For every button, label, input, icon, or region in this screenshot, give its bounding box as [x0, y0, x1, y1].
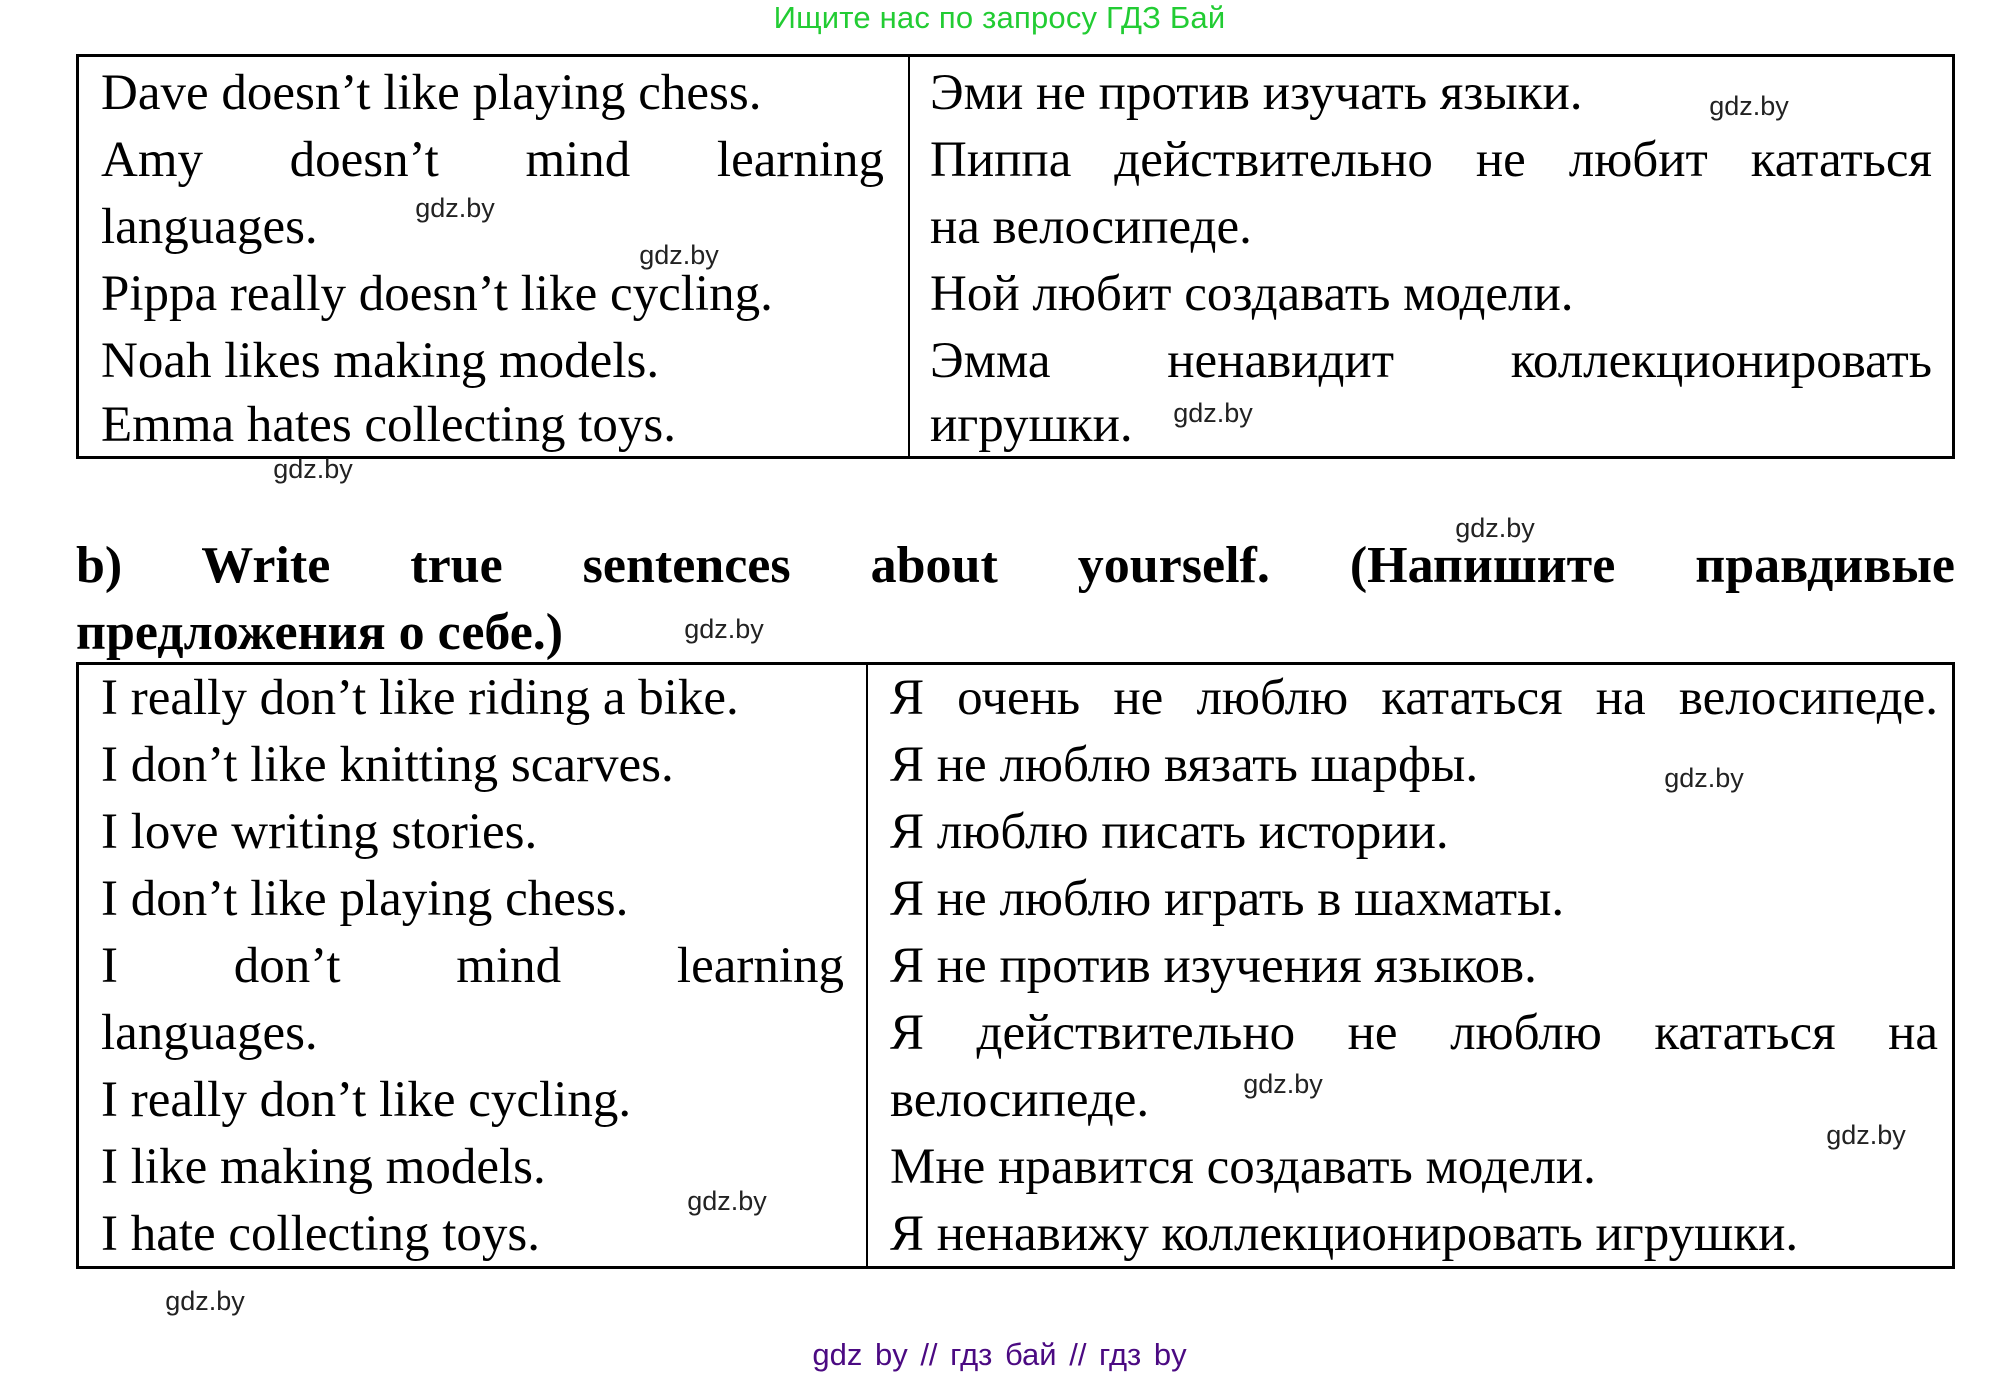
english-line: Pippa really doesn’t like cycling.	[101, 266, 773, 322]
russian-line: Я не люблю играть в шахматы.	[890, 871, 1565, 927]
task-heading-line-1: b) Write true sentences about yourself. (Напишите правдивые	[76, 537, 1955, 594]
english-column	[79, 57, 909, 456]
watermark: gdz.by	[1826, 1120, 1906, 1150]
watermark: gdz.by	[1709, 91, 1789, 121]
footer-links: gdz by // гдз бай // гдз by	[812, 1337, 1187, 1372]
search-banner: Ищите нас по запросу ГДЗ Бай	[773, 0, 1226, 35]
english-line: Noah likes making models.	[101, 333, 660, 389]
russian-line: Я не люблю вязать шарфы.	[890, 737, 1479, 793]
english-line: I like making models.	[101, 1139, 546, 1195]
watermark: gdz.by	[1173, 398, 1253, 428]
task-heading-line-2: предложения о себе.)	[76, 604, 564, 661]
russian-column	[910, 57, 1952, 456]
english-line: I really don’t like riding a bike.	[101, 670, 739, 726]
watermark: gdz.by	[687, 1186, 767, 1216]
watermark: gdz.by	[639, 240, 719, 270]
english-line: languages.	[101, 199, 318, 255]
examples-table	[76, 54, 1955, 459]
english-column	[79, 665, 867, 1266]
russian-line: игрушки.	[930, 397, 1133, 453]
english-line: Amy doesn’t mind learning	[101, 132, 884, 188]
russian-line: Я очень не люблю кататься на велосипеде.	[890, 670, 1938, 726]
watermark: gdz.by	[415, 193, 495, 223]
russian-line: Эмма ненавидит коллекционировать	[930, 333, 1932, 389]
english-line: I don’t like playing chess.	[101, 871, 629, 927]
russian-line: на велосипеде.	[930, 199, 1252, 255]
russian-line: Я не против изучения языков.	[890, 938, 1537, 994]
english-line: languages.	[101, 1005, 318, 1061]
russian-column	[868, 665, 1952, 1266]
english-line: I love writing stories.	[101, 804, 538, 860]
answers-table	[76, 662, 1955, 1269]
russian-line: Ной любит создавать модели.	[930, 266, 1574, 322]
english-line: I really don’t like cycling.	[101, 1072, 632, 1128]
watermark: gdz.by	[1455, 513, 1535, 543]
russian-line: Эми не против изучать языки.	[930, 65, 1583, 121]
english-line: I don’t mind learning	[101, 938, 844, 994]
english-line: I hate collecting toys.	[101, 1206, 541, 1262]
watermark: gdz.by	[1664, 763, 1744, 793]
russian-line: Мне нравится создавать модели.	[890, 1139, 1596, 1195]
russian-line: велосипеде.	[890, 1072, 1150, 1128]
russian-line: Пиппа действительно не любит кататься	[930, 132, 1932, 188]
russian-line: Я люблю писать истории.	[890, 804, 1449, 860]
russian-line: Я действительно не люблю кататься на	[890, 1005, 1938, 1061]
watermark: gdz.by	[165, 1286, 245, 1316]
english-line: Emma hates collecting toys.	[101, 397, 677, 453]
watermark: gdz.by	[1243, 1069, 1323, 1099]
english-line: Dave doesn’t like playing chess.	[101, 65, 762, 121]
watermark: gdz.by	[684, 614, 764, 644]
watermark: gdz.by	[273, 454, 353, 484]
russian-line: Я ненавижу коллекционировать игрушки.	[890, 1206, 1799, 1262]
english-line: I don’t like knitting scarves.	[101, 737, 674, 793]
